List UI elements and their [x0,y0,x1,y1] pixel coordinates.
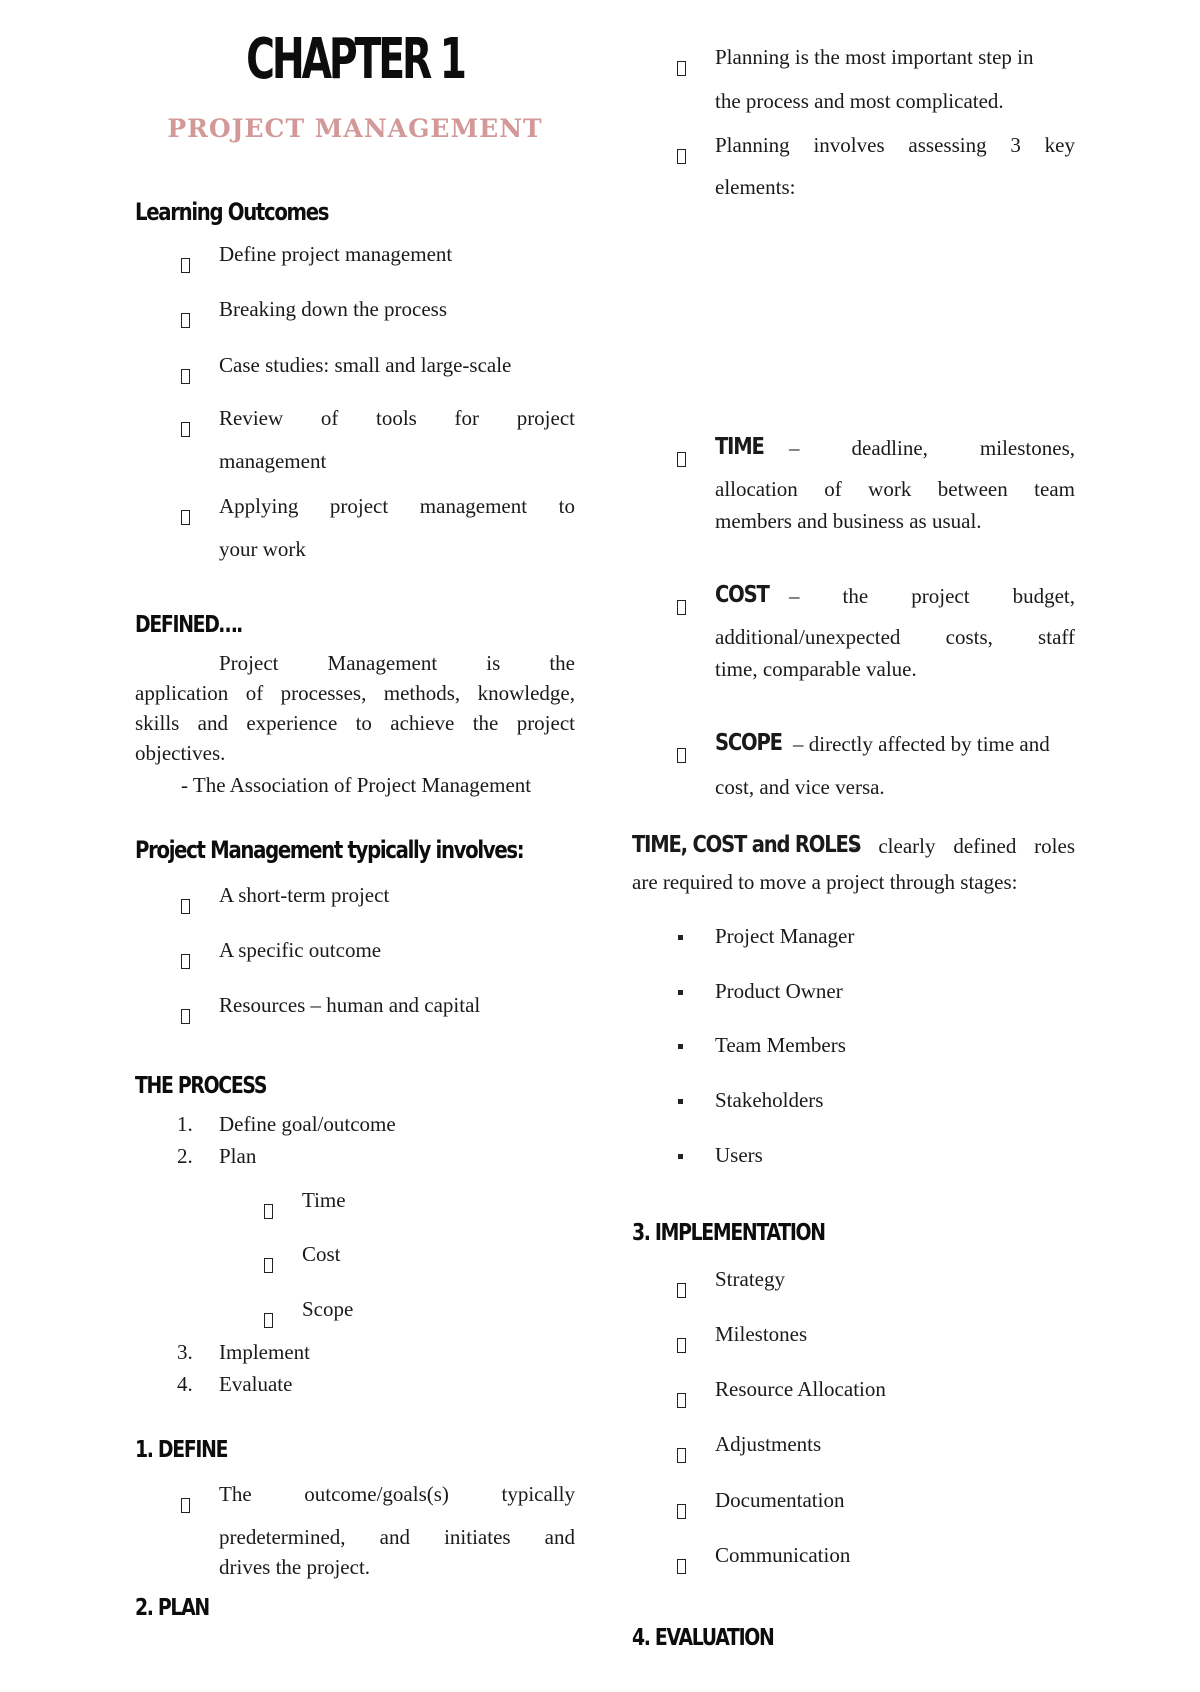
bullet-box-icon [181,1009,190,1024]
bullet-box-icon [677,1283,686,1298]
bullet-box-icon [181,954,190,969]
bullet-dot-icon [678,935,683,940]
involves-heading: Project Management typically involves: [135,836,524,864]
process-step-label: Plan [219,1144,257,1168]
bullet-box-icon [181,422,190,437]
bullet-dot-icon [678,1099,683,1104]
bullet-box-icon [677,1393,686,1408]
bullet-box-icon [181,899,190,914]
chapter-subtitle: PROJECT MANAGEMENT [167,114,543,143]
chapter-title: CHAPTER 1 [246,27,464,92]
bullet-box-icon [677,1504,686,1519]
process-heading: THE PROCESS [135,1073,267,1099]
bullet-box-icon [677,1338,686,1353]
bullet-box-icon [181,369,190,384]
bullet-dot-icon [678,1044,683,1049]
bullet-box-icon [264,1258,273,1273]
bullet-box-icon [181,258,190,273]
bullet-box-icon [181,313,190,328]
evaluation-heading: 4. EVALUATION [632,1625,774,1651]
bullet-box-icon [677,452,686,467]
define-heading: 1. DEFINE [135,1437,228,1463]
bullet-box-icon [181,1498,190,1513]
plan-heading: 2. PLAN [135,1595,209,1621]
bullet-dot-icon [678,990,683,995]
defined-attribution: - The Association of Project Management [181,773,532,797]
process-step-label: Define goal/outcome [219,1112,396,1136]
process-step-number: 3. [177,1340,193,1364]
defined-line-2: application of processes, methods, knowledge, [135,681,575,705]
defined-line-1: Project Management is the [219,651,575,675]
bullet-box-icon [264,1204,273,1219]
process-step-number: 2. [177,1144,193,1168]
defined-line-3: skills and experience to achieve the project [135,711,575,735]
bullet-dot-icon [678,1154,683,1159]
process-step-label: Implement [219,1340,310,1364]
bullet-box-icon [181,510,190,525]
process-step-label: Evaluate [219,1372,293,1396]
defined-line-4: objectives. [135,741,226,765]
bullet-box-icon [677,1559,686,1574]
bullet-box-icon [677,149,686,164]
implementation-heading: 3. IMPLEMENTATION [632,1220,825,1246]
defined-heading: DEFINED…. [135,612,242,638]
learning-outcomes-heading: Learning Outcomes [135,198,329,226]
bullet-box-icon [264,1313,273,1328]
bullet-box-icon [677,61,686,76]
process-step-number: 4. [177,1372,193,1396]
bullet-box-icon [677,748,686,763]
bullet-box-icon [677,1448,686,1463]
bullet-box-icon [677,600,686,615]
process-step-number: 1. [177,1112,193,1136]
